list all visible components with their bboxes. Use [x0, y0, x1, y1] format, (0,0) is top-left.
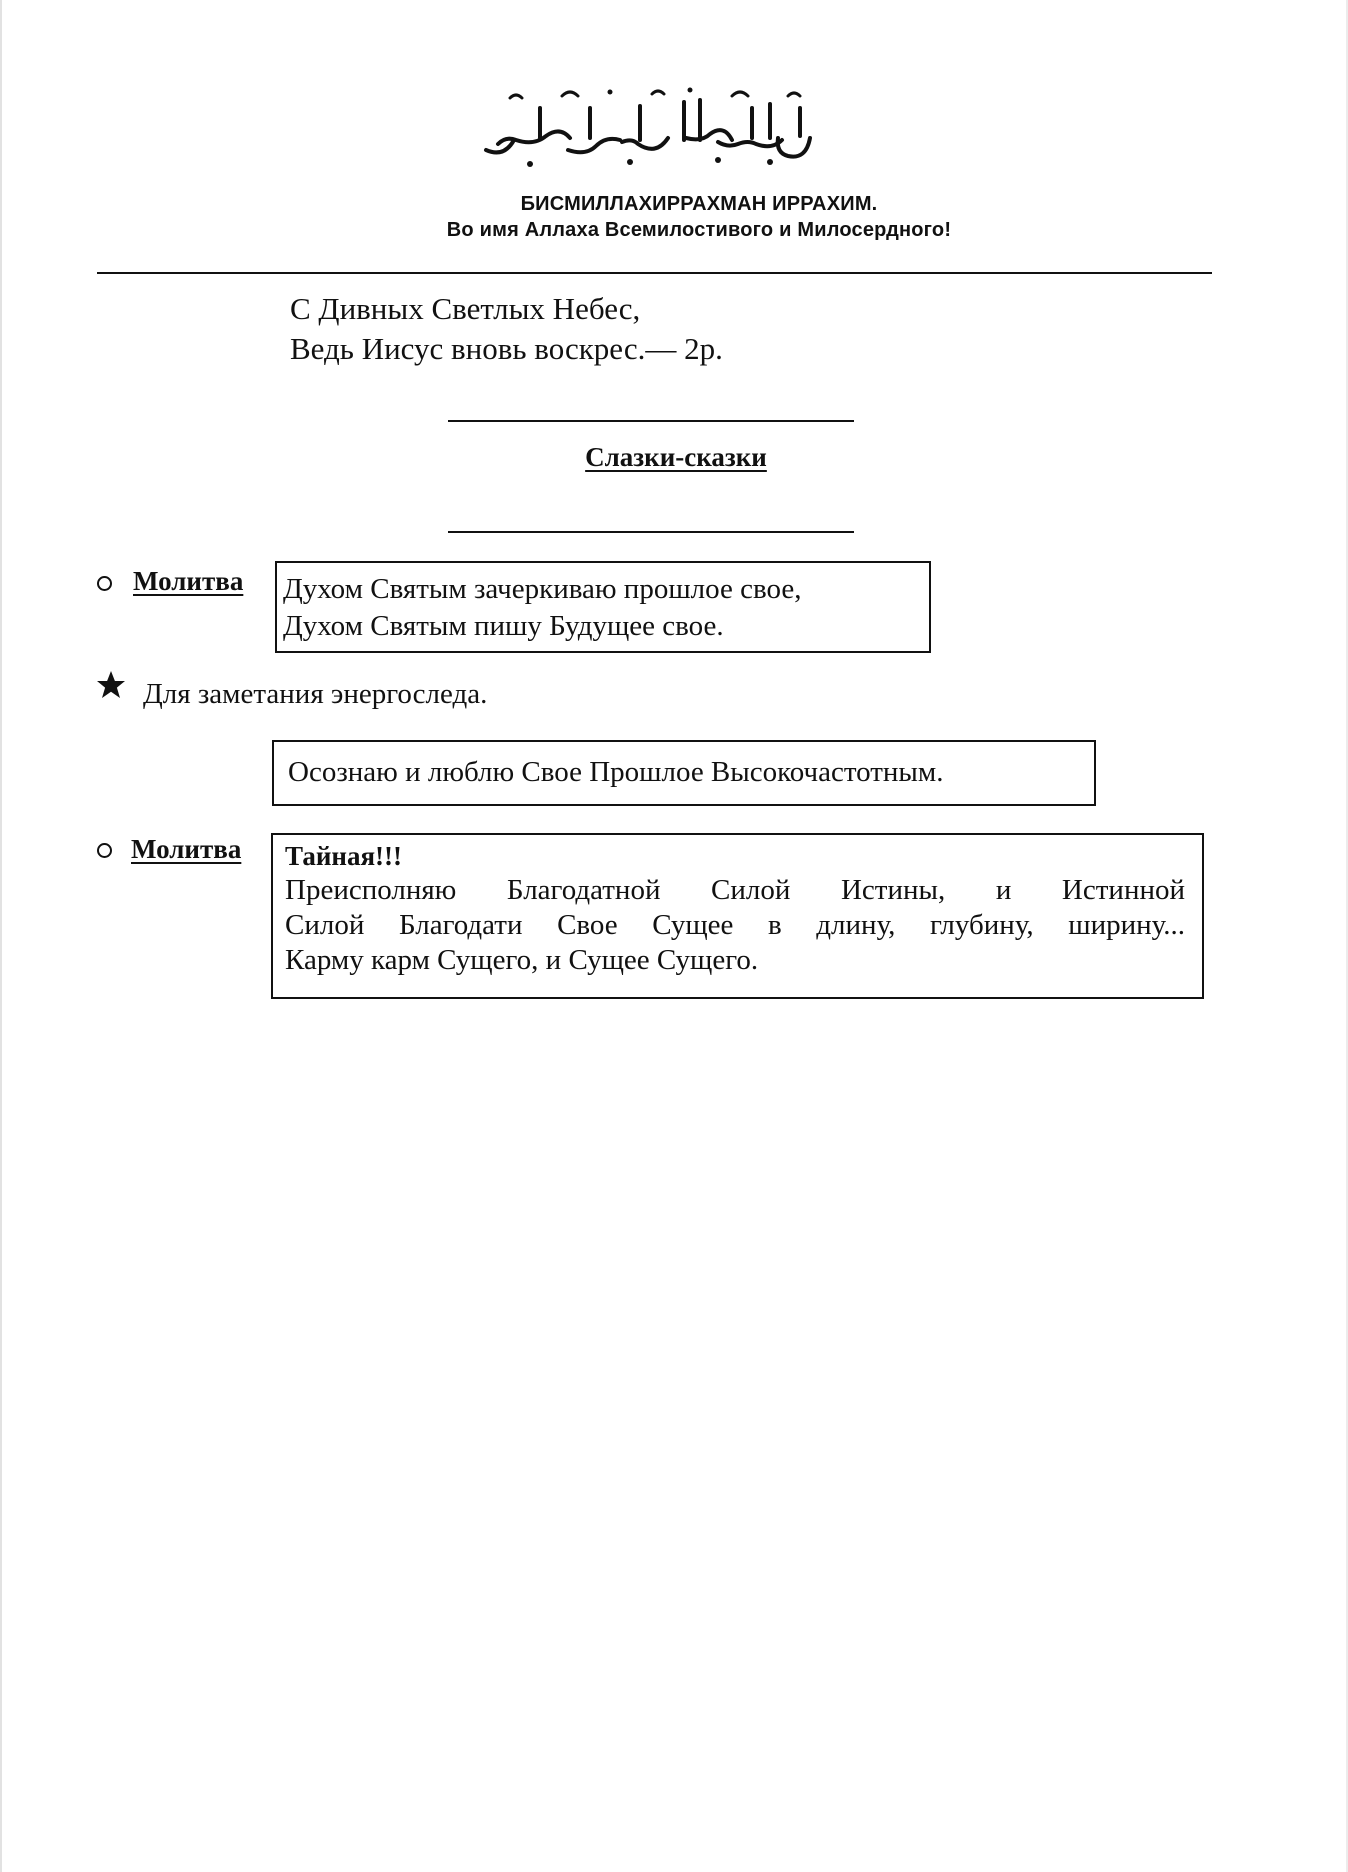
header-title: БИСМИЛЛАХИРРАХМАН ИРРАХИМ. — [520, 193, 878, 215]
affirmation-text: Осознаю и люблю Свое Прошлое Высокочастотным. — [288, 756, 944, 788]
secret-prayer-line: Силой Благодати Свое Сущее в длину, глубину, ширину... — [285, 909, 1185, 941]
verse-line: С Дивных Светлых Небес, — [290, 291, 641, 326]
header-subtitle: Во имя Аллаха Всемилостивого и Милосердного! — [446, 219, 952, 241]
verse-line: Ведь Иисус вновь воскрес.— 2р. — [290, 331, 723, 366]
scan-edge-left — [0, 0, 2, 1872]
section-divider-top — [448, 420, 854, 422]
secret-prayer-line: Преисполняю Благодатной Силой Истины, и Истинной — [285, 874, 1185, 906]
prayer-line: Духом Святым пишу Будущее свое. — [283, 610, 724, 642]
section-title: Слазки-сказки — [585, 442, 767, 472]
star-icon — [96, 670, 126, 700]
secret-prayer-box — [271, 833, 1204, 999]
circle-bullet-icon — [97, 843, 112, 858]
circle-bullet-icon — [97, 576, 112, 591]
affirmation-box — [272, 740, 1096, 806]
prayer-line: Духом Святым зачеркиваю прошлое свое, — [283, 573, 802, 605]
header-divider — [97, 272, 1212, 274]
basmala-calligraphy — [470, 78, 830, 178]
prayer-label: Молитва — [131, 834, 242, 864]
prayer-box — [275, 561, 931, 653]
section-divider-bottom — [448, 531, 854, 533]
secret-prayer-line: Карму карм Сущего, и Сущее Сущего. — [285, 944, 759, 976]
note-text: Для заметания энергоследа. — [143, 678, 488, 710]
prayer-label: Молитва — [133, 566, 244, 596]
secret-prayer-title: Тайная!!! — [285, 841, 403, 871]
